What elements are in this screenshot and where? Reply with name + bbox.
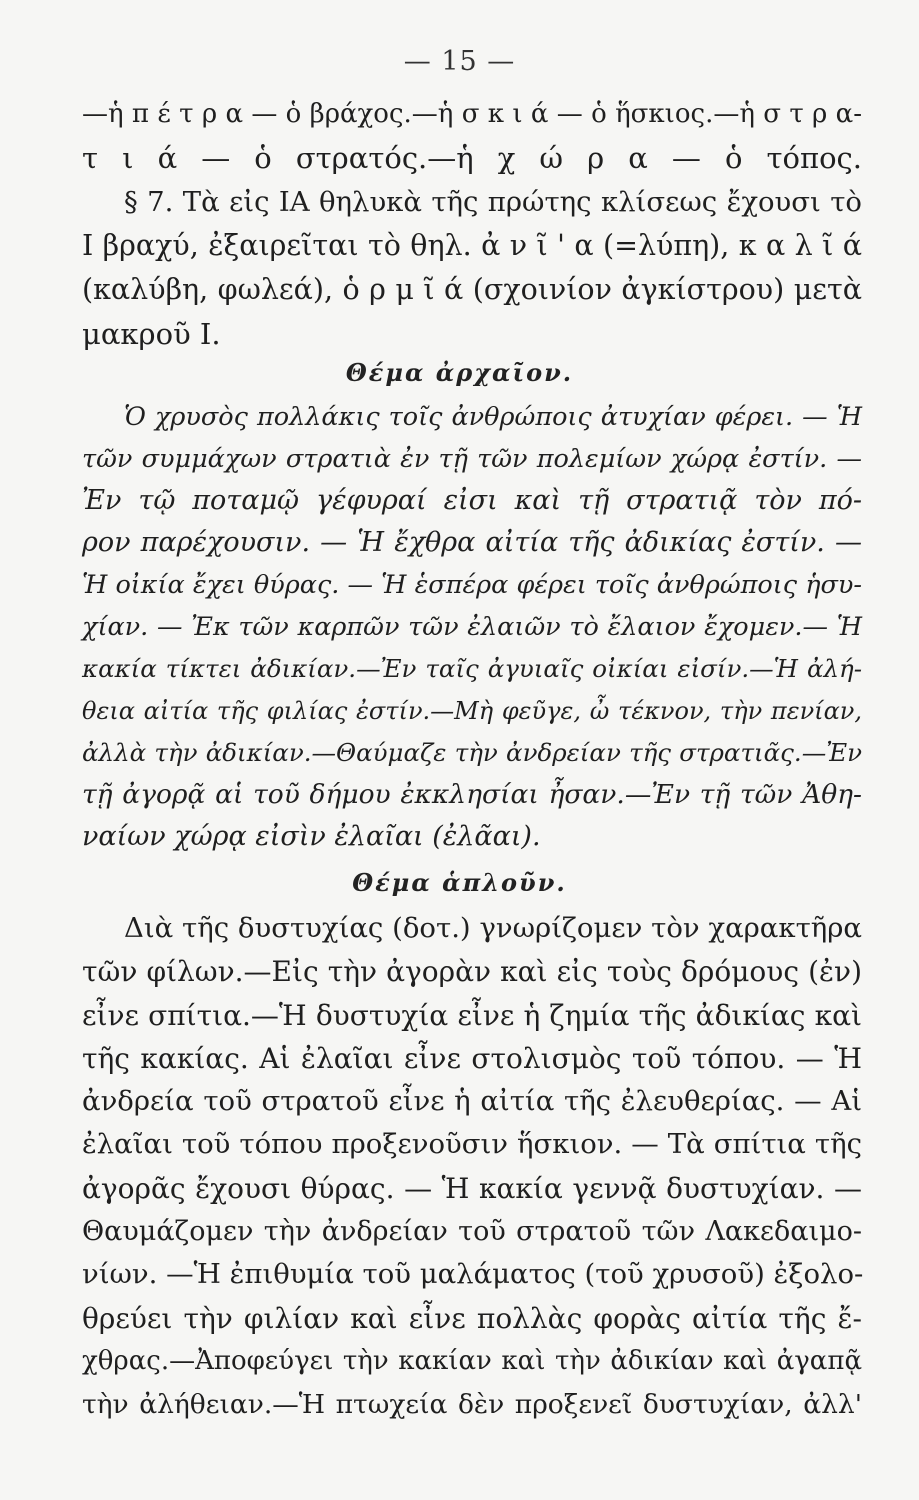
text-line: Ἐν τῷ ποταμῷ γέφυραί εἰσι καὶ τῇ στρατιᾷ τὸν πό-	[82, 485, 862, 516]
text-line: χίαν. — Ἐκ τῶν καρπῶν τῶν ἐλαιῶν τὸ ἔλαιον ἔχομεν.— Ἡ	[82, 612, 862, 642]
text-line: ρον παρέχουσιν. — Ἡ ἔχθρα αἰτία τῆς ἀδικίας ἐστίν. —	[82, 527, 862, 558]
text-line: § 7. Τὰ εἰς ΙΑ θηλυκὰ τῆς πρώτης κλίσεως ἔχουσι τὸ	[124, 186, 862, 218]
text-line: χθρας.—Ἀποφεύγει τὴν κακίαν καὶ τὴν ἀδικίαν καὶ ἀγαπᾷ	[82, 1345, 862, 1376]
page-number: — 15 —	[403, 46, 516, 77]
text-line: τῇ ἀγορᾷ αἱ τοῦ δήμου ἐκκλησίαι ἦσαν.—Ἐν τῇ τῶν Ἀθη-	[82, 779, 862, 810]
text-line: ἀλλὰ τὴν ἀδικίαν.—Θαύμαζε τὴν ἀνδρείαν τῆς στρατιᾶς.—Ἐν	[82, 738, 862, 767]
text-line: νίων. —Ἡ ἐπιθυμία τοῦ μαλάματος (τοῦ χρυσοῦ) ἐξολο-	[82, 1258, 864, 1291]
text-line: τῶν συμμάχων στρατιὰ ἐν τῇ τῶν πολεμίων χώρᾳ ἐστίν. —	[82, 444, 862, 474]
grammar-rule-section	[82, 92, 862, 356]
text-line: τῆς κακίας. Αἱ ἐλαῖαι εἶνε στολισμὸς τοῦ τόπου. — Ἡ	[82, 1041, 862, 1075]
text-line: ἐλαῖαι τοῦ τόπου προξενοῦσιν ἥσκιον. — Τὰ σπίτια τῆς	[82, 1128, 862, 1161]
text-line: τὴν ἀλήθειαν.—Ἡ πτωχεία δὲν προξενεῖ δυστυχίαν, ἀλλ'	[82, 1389, 862, 1421]
ancient-exercise-section	[82, 396, 862, 858]
text-line: ναίων χώρᾳ εἰσὶν ἐλαῖαι (ἐλᾶαι).	[82, 821, 541, 852]
text-line: θεια αἰτία τῆς φιλίας ἐστίν.—Μὴ φεῦγε, ὦ τέκνον, τὴν πενίαν,	[82, 697, 862, 725]
text-line: Διὰ τῆς δυστυχίας (δοτ.) γνωρίζομεν τὸν χαρακτῆρα	[124, 912, 862, 944]
text-line: τῶν φίλων.—Εἰς τὴν ἀγορὰν καὶ εἰς τοὺς δρόμους (ἐν)	[82, 955, 862, 989]
text-line: (καλύβη, φωλεά), ὁ ρ μ ῖ ά (σχοινίον ἀγκίστρου) μετὰ	[82, 273, 862, 306]
text-line: ἀγορᾶς ἔχουσι θύρας. — Ἡ κακία γεννᾷ δυστυχίαν. —	[82, 1171, 862, 1205]
text-line: τ ι ά — ὁ στρατός.—ἡ χ ώ ρ α — ὁ τόπος.	[82, 141, 862, 175]
text-line: Ι βραχύ, ἐξαιρεῖται τὸ θηλ. ἀ ν ῖ ' α (=λύπη), κ α λ ῖ ά	[82, 229, 862, 262]
text-line: Θαυμάζομεν τὴν ἀνδρείαν τοῦ στρατοῦ τῶν Λακεδαιμο-	[82, 1216, 862, 1248]
text-line: εἶνε σπίτια.—Ἡ δυστυχία εἶνε ἡ ζημία τῆς ἀδικίας καὶ	[82, 998, 862, 1032]
text-line: Ὁ χρυσὸς πολλάκις τοῖς ἀνθρώποις ἀτυχίαν φέρει. — Ἡ	[124, 402, 862, 432]
text-line: ἀνδρεία τοῦ στρατοῦ εἶνε ἡ αἰτία τῆς ἐλευθερίας. — Αἱ	[82, 1085, 862, 1118]
section-heading-ancient: Θέμα ἀρχαῖον.	[345, 358, 574, 387]
text-line: Ἡ οἰκία ἔχει θύρας. — Ἡ ἑσπέρα φέρει τοῖς ἀνθρώποις ἡσυ-	[82, 570, 862, 600]
simple-exercise-section	[82, 907, 862, 1427]
text-line: θρεύει τὴν φιλίαν καὶ εἶνε πολλὰς φορὰς αἰτία τῆς ἔ-	[82, 1301, 862, 1335]
section-heading-simple: Θέμα ἁπλοῦν.	[352, 868, 567, 897]
text-line: κακία τίκτει ἀδικίαν.—Ἐν ταῖς ἀγυιαῖς οἰκίαι εἰσίν.—Ἡ ἀλή-	[82, 654, 862, 683]
text-line: μακροῦ Ι.	[82, 317, 221, 351]
text-line: —ἡ π έ τ ρ α — ὁ βράχος.—ἡ σ κ ι ά — ὁ ἥσκιος.—ἡ σ τ ρ α-	[82, 99, 862, 129]
